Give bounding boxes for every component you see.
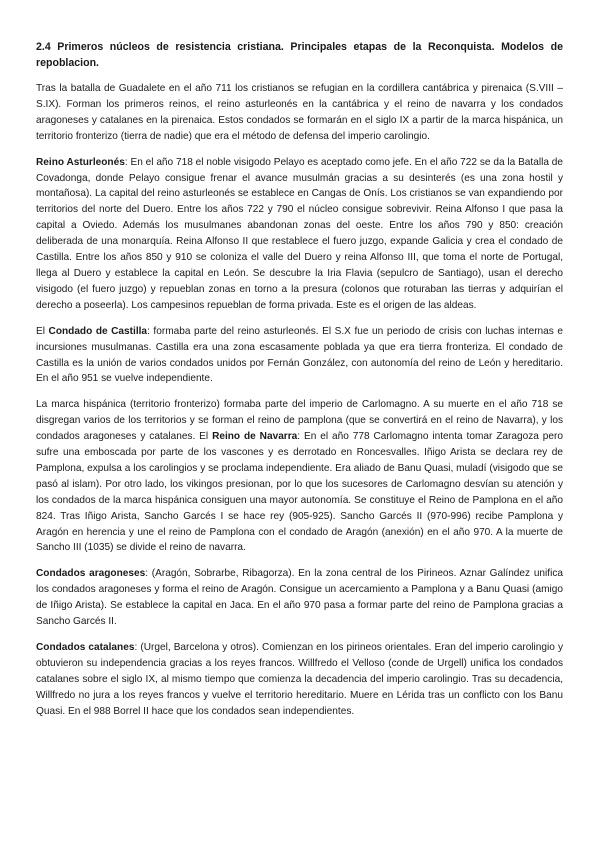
document-page bbox=[36, 40, 563, 730]
paragraph-reino-asturleones bbox=[36, 155, 563, 314]
paragraph-condados-aragoneses bbox=[36, 566, 563, 630]
paragraph-heading: Condados aragoneses bbox=[36, 568, 146, 580]
paragraph-intro bbox=[36, 81, 563, 145]
paragraph-pre-text: La marca hispánica (territorio fronterizo) formaba parte del imperio de Carlomagno. A su muerte en el año 718 se disgregan varios de los territorios y se forman el reino de pamplona (que se convertirá en el reino de Navarra), y los condados aragoneses y catalanes. El bbox=[36, 399, 563, 443]
paragraph-text: : En el año 718 el noble visigodo Pelayo es aceptado como jefe. En el año 722 se da la Batalla de Covadonga, donde Pelayo consigue frenar el avance musulmán gracias a su desinterés (es una zona hostil y montañosa). La capital del reino asturleonés se establece en Cangas de Onís. Los cristianos se van expandiendo por territorios del norte del Duero. Entre los años 722 y 790 el núcleo consigue sobrevivir. Reina Alfonso I que pasa la capital a Oviedo. Además los musulmanes abandonan zonas del oeste. Entre los años 790 y 850: creación deliberada de una monarquía. Reina Alfonso II que restablece el fuero juzgo, expande Galicia y crea el condado de Castilla. Entre los años 850 y 910 se coloniza el valle del Duero y reina Alfonso III, que toma el norte de Portugal, llega al Duero y establece la capital en León. Se descubre la Iria Flavia (sepulcro de Santiago), usan el derecho visigodo (el fuero juzgo) y repueblan zonas en torno a la presura (colonos que roturaban las tierras y adquirían el derecho a poseerla). Los campesinos repueblan de forma privada. Este es el origen de las aldeas. bbox=[36, 156, 563, 311]
paragraph-heading: Condados catalanes bbox=[36, 642, 135, 653]
paragraph-reino-navarra bbox=[36, 397, 563, 556]
paragraph-heading: Reino Asturleonés bbox=[36, 156, 125, 168]
paragraph-text: : En el año 778 Carlomagno intenta tomar Zaragoza pero sufre una emboscada por parte de los vascones y es derrotado en Roncesvalles. Iñigo Arista se declara rey de Pamplona, expulsa a los carolingios y se proclama independiente. Era aliado de Banu Quasi, muladí (visigodo que se pasó al islam). Por otro lado, los vikingos presionan, por lo que los sucesores de Carlomagno desvían su atención y los condados de la marca hispánica consiguen una mayor autonomía. Se constituye el Reino de Pamplona en el año 824. Tras Iñigo Arista, Sancho Garcés I se hace rey (905-925). Sancho Garcés II (970-996) recibe Pamplona y Aragón en herencia y une el reino de Pamplona con el condado de Aragón (anexión) en el año 970. A la muerte de Sancho III (1035) se divide el reino de navarra. bbox=[36, 431, 563, 554]
paragraph-heading: Reino de Navarra bbox=[212, 431, 298, 443]
paragraph-pre-text: El bbox=[36, 325, 49, 337]
paragraph-condado-castilla bbox=[36, 324, 563, 388]
paragraph-heading: Condado de Castilla bbox=[48, 325, 148, 337]
document-title: 2.4 Primeros núcleos de resistencia cristiana. Principales etapas de la Reconquista. Modelos de repoblacion. bbox=[36, 41, 563, 69]
paragraph-text: Tras la batalla de Guadalete en el año 711 los cristianos se refugian en la cordillera cantábrica y pirenaica (S.VIII – S.IX). Forman los primeros reinos, el reino asturleonés en la cantábrica y el reino de navarra y los condados aragoneses y catalanes en la pirenaica. Estos condados se formarán en el siglo IX a partir de la marca hispánica, un territorio fronterizo (tierra de nadie) que era el método de defensa del imperio carolingio. bbox=[36, 83, 563, 142]
paragraph-text: : formaba parte del reino asturleonés. El S.X fue un periodo de crisis con luchas internas e incursiones musulmanas. Castilla era una zona escasamente poblada ya que era tierra fronteriza. El condado de Castilla es la unión de varios condados unidos por Fernán González, con autonomía del reino de León y hereditario. En el año 951 se vuelve independiente. bbox=[36, 325, 563, 385]
paragraph-condados-catalanes bbox=[36, 640, 563, 720]
paragraph-text: : (Aragón, Sobrarbe, Ribagorza). En la zona central de los Pirineos. Aznar Galíndez unifica los condados aragoneses y forma el reino de Aragón. Consigue un acercamiento a Pamplona y a Banu Quasi (amigo de Iñigo Arista). Se establece la capital en Jaca. En el año 970 pasa a formar parte del reino de Pamplona gracias a Sancho Garcés II. bbox=[36, 568, 563, 628]
paragraph-text: : (Urgel, Barcelona y otros). Comienzan en los pirineos orientales. Eran del imperio carolingio y obtuvieron su independencia gracias a los reyes francos. Willfredo el Velloso (conde de Urgell) unifica los condados catalanes sobre el siglo IX, al mismo tiempo que comienza la decadencia del imperio carolingio. Tras su decadencia, Willfredo no jura a los reyes francos y vuelve el territorio hereditario. Muere en Lérida tras un conflicto con los Banu Quasi. En el 988 Borrel II hace que los condados sean independientes. bbox=[36, 642, 563, 717]
